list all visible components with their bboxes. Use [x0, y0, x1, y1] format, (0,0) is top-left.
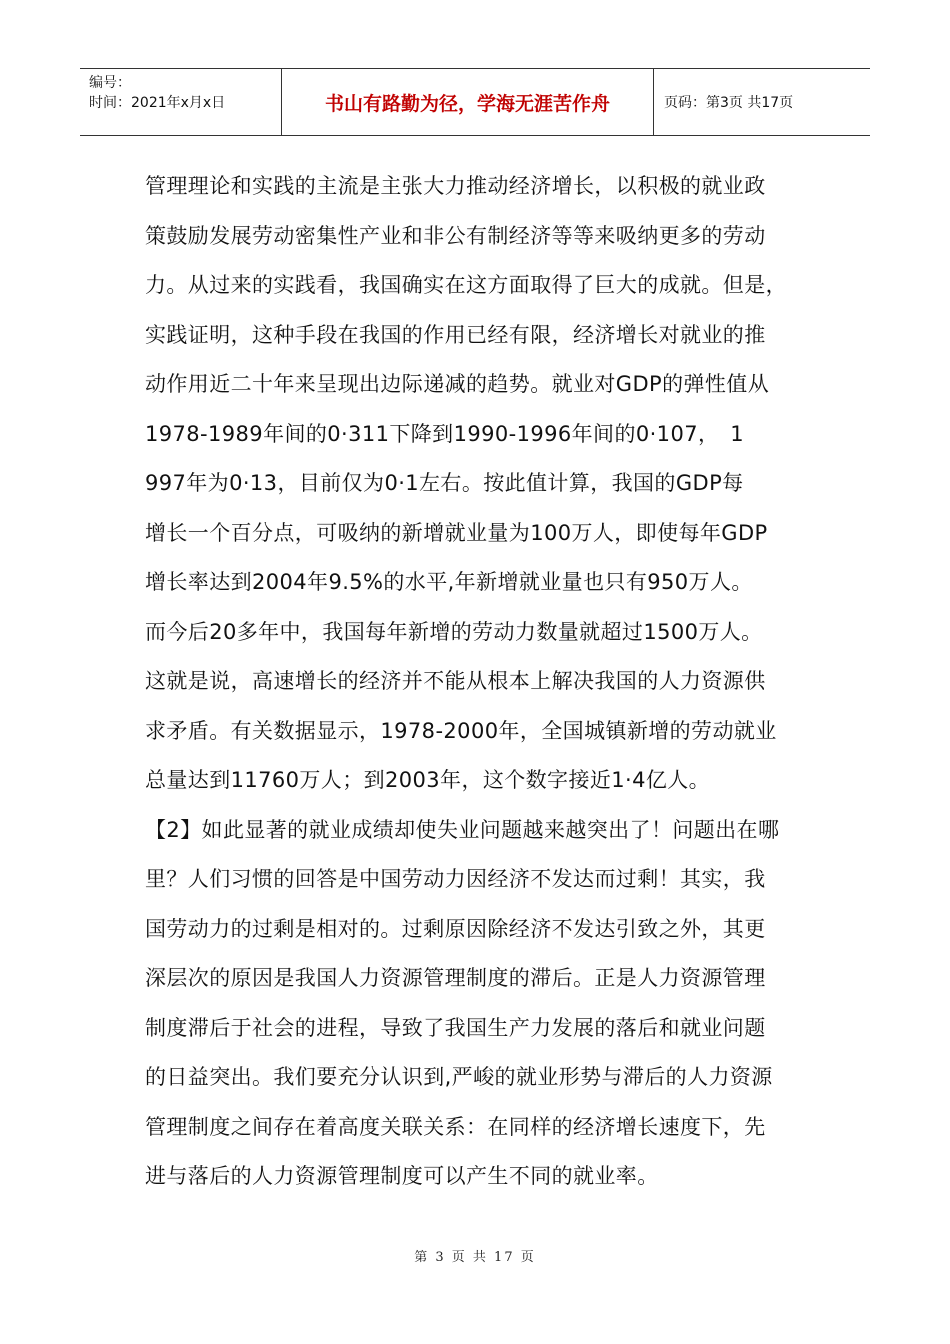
body-line: 求矛盾。有关数据显示，1978-2000年，全国城镇新增的劳动就业 — [145, 718, 777, 743]
body-line: 1978-1989年间的0·311下降到1990-1996年间的0·107， 1 — [145, 421, 745, 446]
body-line: 997年为0·13，目前仅为0·1左右。按此值计算，我国的GDP每 — [145, 471, 744, 495]
body-line: 力。从过来的实践看，我国确实在这方面取得了巨大的成就。但是， — [145, 273, 787, 297]
body-line: 管理理论和实践的主流是主张大力推动经济增长，以积极的就业政 — [145, 174, 766, 198]
document-number-label: 编号： — [89, 75, 131, 91]
body-line: 制度滞后于社会的进程，导致了我国生产力发展的落后和就业问题 — [145, 1015, 766, 1040]
body-line: 增长一个百分点，可吸纳的新增就业量为100万人，即使每年GDP — [145, 520, 768, 545]
body-line: 总量达到11760万人；到2003年，这个数字接近1·4亿人。 — [145, 768, 711, 792]
body-text — [145, 162, 810, 1202]
body-line: 国劳动力的过剩是相对的。过剩原因除经济不发达引致之外，其更 — [145, 916, 766, 941]
document-header — [80, 68, 870, 136]
document-time-label: 时间：2021年x月x日 — [89, 95, 226, 111]
body-line: 动作用近二十年来呈现出边际递减的趋势。就业对GDP的弹性值从 — [145, 372, 770, 396]
body-line: 而今后20多年中，我国每年新增的劳动力数量就超过1500万人。 — [145, 619, 763, 644]
body-line: 实践证明，这种手段在我国的作用已经有限，经济增长对就业的推 — [145, 322, 766, 347]
body-line: 的日益突出。我们要充分认识到,严峻的就业形势与滞后的人力资源 — [145, 1065, 773, 1089]
body-line: 这就是说，高速增长的经济并不能从根本上解决我国的人力资源供 — [145, 669, 766, 693]
body-line: 里？人们习惯的回答是中国劳动力因经济不发达而过剩！其实，我 — [145, 867, 766, 891]
page-footer: 第 3 页 共 17 页 — [414, 1250, 536, 1265]
body-line: 策鼓励发展劳动密集性产业和非公有制经济等等来吸纳更多的劳动 — [145, 223, 766, 248]
header-page-code: 页码：第3页 共17页 — [664, 95, 794, 111]
body-line: 增长率达到2004年9.5%的水平,年新增就业量也只有950万人。 — [145, 570, 753, 594]
header-meta — [80, 69, 282, 135]
body-line: 深层次的原因是我国人力资源管理制度的滞后。正是人力资源管理 — [145, 966, 766, 990]
body-line: 【2】如此显著的就业成绩却使失业问题越来越突出了！问题出在哪 — [145, 817, 780, 842]
body-line: 进与落后的人力资源管理制度可以产生不同的就业率。 — [145, 1164, 659, 1188]
body-line: 管理制度之间存在着高度关联关系：在同样的经济增长速度下，先 — [145, 1114, 766, 1139]
header-motto: 书山有路勤为径，学海无涯苦作舟 — [282, 69, 654, 135]
